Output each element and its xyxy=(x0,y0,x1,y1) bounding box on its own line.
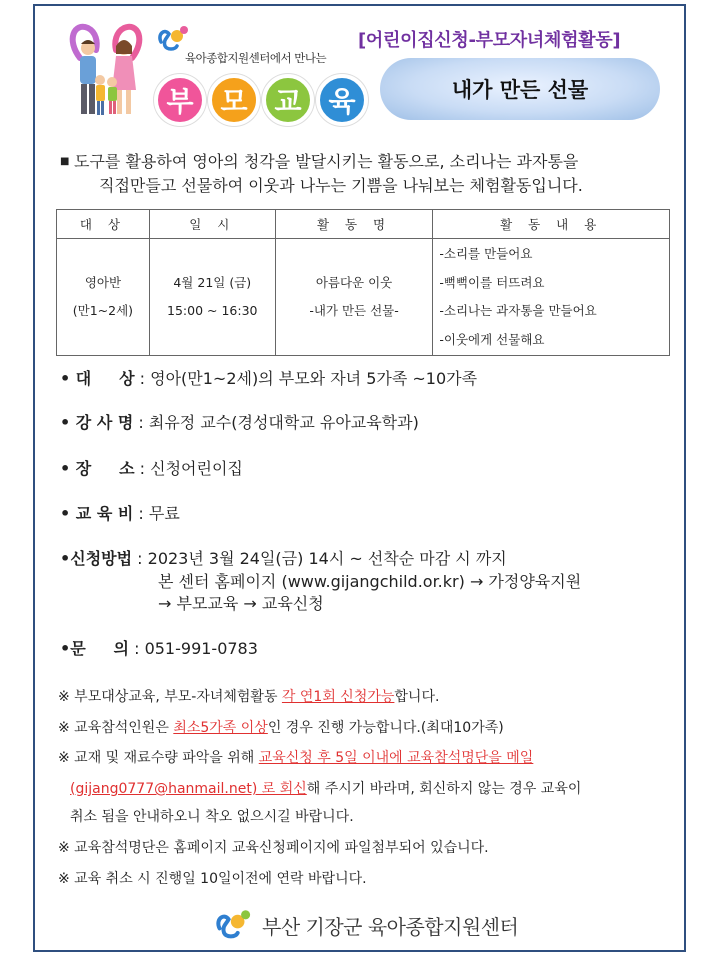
note-3 xyxy=(58,747,533,767)
footer-org-name: 부산 기장군 육아종합지원센터 xyxy=(262,914,519,939)
apply-line-2: 본 센터 홈페이지 (www.gijangchild.or.kr) → 가정양육지원 xyxy=(158,572,582,591)
table-header: 일 시 xyxy=(149,210,275,239)
info-label: • 강 사 명 xyxy=(60,413,134,432)
info-label: • 대 상 xyxy=(60,369,135,388)
note-text: ※ 교재 및 재료수량 파악을 위해 xyxy=(58,750,259,766)
info-label: • 장 소 xyxy=(60,459,135,478)
cell-line: 15:00 ~ 16:30 xyxy=(167,303,258,318)
note-highlight: 최소5가족 이상 xyxy=(173,720,268,736)
list-item: -뻑뻑이를 터뜨려요 xyxy=(439,274,545,290)
table-header-row xyxy=(57,210,670,239)
list-item: -소리를 만들어요 xyxy=(439,246,533,261)
note-text: 해 주시기 바라며, 회신하지 않는 경우 교육이 xyxy=(306,781,582,797)
info-value: : 무료 xyxy=(138,504,180,523)
target-cell xyxy=(57,239,150,356)
program-char-1: 부 xyxy=(154,74,206,126)
info-fee xyxy=(60,501,180,524)
list-item: -이웃에게 선물해요 xyxy=(439,331,545,347)
program-char-2: 모 xyxy=(208,74,260,126)
note-text: ※ 교육참석인원은 xyxy=(58,720,174,736)
info-value: : 051-991-0783 xyxy=(134,639,258,658)
note-5: 취소 됨을 안내하오니 착오 없으시길 바랍니다. xyxy=(70,809,354,825)
info-target xyxy=(60,366,477,389)
cell-line: 아름다운 이웃 xyxy=(315,275,393,290)
datetime-cell xyxy=(149,239,275,356)
info-label-text: 교 육 비 xyxy=(75,504,134,523)
program-char-3: 교 xyxy=(262,74,314,126)
cell-line: (만1~2세) xyxy=(72,303,134,318)
cell-line: -내가 만든 선물- xyxy=(309,303,399,318)
apply-line-3: → 부모교육 → 교육신청 xyxy=(158,594,324,613)
activity-cell xyxy=(275,239,433,356)
cell-line: 영아반 xyxy=(84,275,122,290)
info-label-text: 대 상 xyxy=(75,369,135,388)
info-label-text: 문 의 xyxy=(70,639,129,658)
note-highlight: 교육신청 후 5일 이내에 교육참석명단을 메일 xyxy=(258,750,534,766)
page-title xyxy=(380,58,660,120)
info-value: : 2023년 3월 24일(금) 14시 ~ 선착순 마감 시 까지 xyxy=(137,549,507,568)
list-item: -소리나는 과자통을 만들어요 xyxy=(439,303,597,318)
info-instructor xyxy=(60,410,419,433)
note-7: ※ 교육 취소 시 진행일 10일이전에 연락 바랍니다. xyxy=(58,871,367,887)
table-header: 대 상 xyxy=(57,210,150,239)
table-row xyxy=(57,239,670,356)
info-label: •문 의 xyxy=(60,639,129,658)
page-title-text: 내가 만든 선물 xyxy=(451,78,589,102)
contents-cell xyxy=(433,239,670,356)
program-tagline: [어린이집신청-부모자녀체험활동] xyxy=(358,30,621,51)
table-header: 활 동 내 용 xyxy=(433,210,670,239)
note-highlight: 각 연1회 신청가능 xyxy=(281,689,395,705)
info-value: : 신청어린이집 xyxy=(139,459,243,478)
info-value: : 영아(만1~2세)의 부모와 자녀 5가족 ~10가족 xyxy=(139,369,478,388)
info-contact xyxy=(60,636,258,659)
family-illustration xyxy=(66,20,146,128)
info-label-text: 신청방법 xyxy=(70,549,133,568)
center-logo-icon xyxy=(155,24,189,54)
info-label: • 교 육 비 xyxy=(60,504,134,523)
intro-line-1: 도구를 활용하여 영아의 청각을 발달시키는 활동으로, 소리나는 과자통을 xyxy=(74,152,579,171)
note-1 xyxy=(58,686,439,706)
info-label: •신청방법 xyxy=(60,549,133,568)
center-label: 육아종합지원센터에서 만나는 xyxy=(185,51,327,65)
note-text: 인 경우 진행 가능합니다.(최대10가족) xyxy=(267,720,504,736)
info-apply xyxy=(60,546,507,569)
info-label-text: 강 사 명 xyxy=(75,413,134,432)
info-value: : 최유정 교수(경성대학교 유아교육학과) xyxy=(138,413,419,432)
footer-logo-icon xyxy=(210,908,254,942)
info-place xyxy=(60,456,243,479)
note-text: ※ 부모대상교육, 부모-자녀체험활동 xyxy=(58,689,282,705)
footer xyxy=(210,905,518,945)
info-label-text: 장 소 xyxy=(75,459,135,478)
intro-line-2: 직접만들고 선물하여 이웃과 나누는 기쁨을 나눠보는 체험활동입니다. xyxy=(99,176,583,195)
email-link[interactable]: (gijang0777@hanmail.net) 로 회신 xyxy=(70,781,307,797)
cell-line: 4월 21일 (금) xyxy=(173,275,252,290)
schedule-table xyxy=(56,209,670,356)
bullet-icon: ■ xyxy=(60,156,70,167)
program-logo xyxy=(154,74,368,130)
program-char-4: 육 xyxy=(316,74,368,126)
table-header: 활 동 명 xyxy=(275,210,433,239)
note-text: 합니다. xyxy=(394,689,440,705)
note-6: ※ 교육참석명단은 홈페이지 교육신청페이지에 파일첨부되어 있습니다. xyxy=(58,840,489,856)
note-2 xyxy=(58,717,504,737)
note-4 xyxy=(70,778,581,798)
